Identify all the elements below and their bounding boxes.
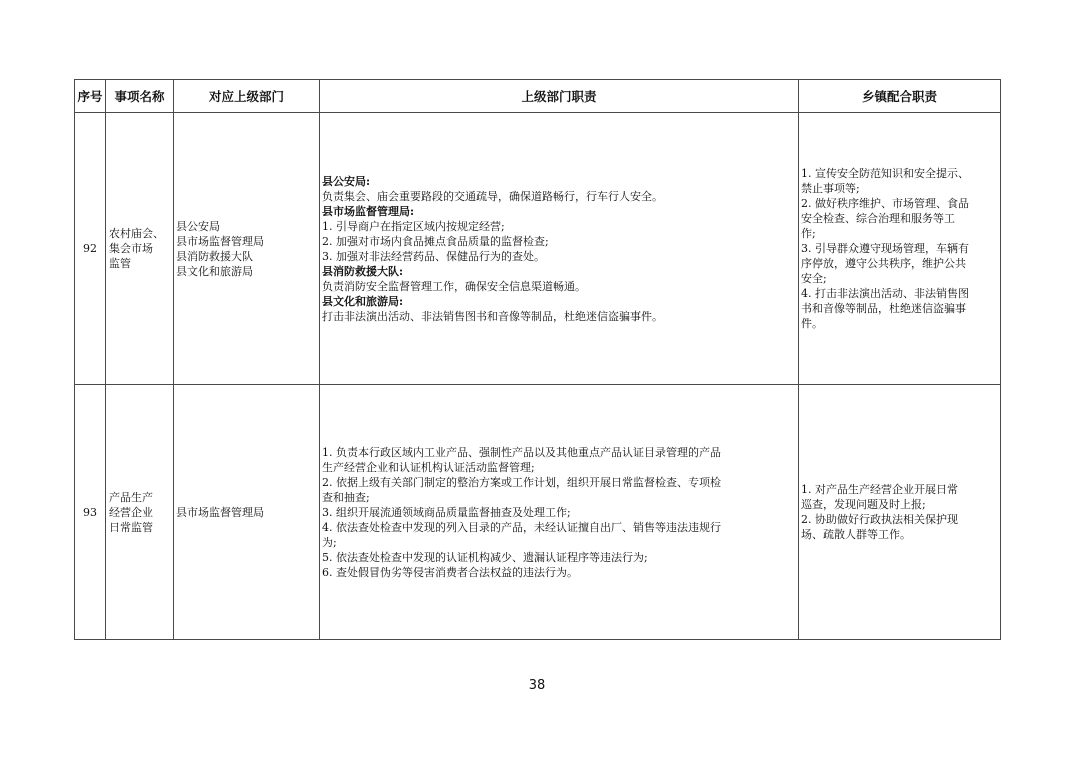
duty-table — [74, 79, 1001, 640]
town-duty-line: 场、疏散人群等工作。 — [801, 528, 911, 541]
department-line: 县消防救援大队 — [176, 249, 253, 263]
item-name-line: 产品生产 — [109, 490, 153, 504]
duty-line: 5. 依法查处检查中发现的认证机构减少、遗漏认证程序等违法行为; — [322, 550, 648, 564]
duty-line: 查和抽查; — [322, 490, 370, 504]
town-duty-line: 2. 协助做好行政执法相关保护现 — [801, 513, 958, 526]
town-duty-line: 安全检查、综合治理和服务等工 — [801, 212, 955, 225]
header-row — [75, 80, 1001, 113]
upper-duties — [320, 113, 799, 385]
town-duty-line: 作; — [801, 227, 816, 240]
header-town: 乡镇配合职责 — [799, 80, 1001, 113]
upper-departments — [174, 113, 320, 385]
table-row — [75, 385, 1001, 640]
duty-line: 负责消防安全监督管理工作，确保安全信息渠道畅通。 — [322, 279, 586, 293]
item-name-line: 农村庙会、 — [109, 227, 164, 240]
item-name — [106, 113, 174, 385]
item-name-line: 监管 — [109, 257, 131, 270]
duty-line: 2. 加强对市场内食品摊点食品质量的监督检查; — [322, 234, 549, 248]
duty-heading: 县公安局: — [322, 174, 371, 188]
row-number: 92 — [75, 113, 106, 385]
item-name-line: 日常监管 — [109, 520, 153, 534]
duty-line: 打击非法演出活动、非法销售图书和音像等制品，杜绝迷信盗骗事件。 — [322, 309, 663, 323]
upper-departments — [174, 385, 320, 640]
item-name-line: 集会市场 — [109, 242, 153, 255]
town-duty-line: 2. 做好秩序维护、市场管理、食品 — [801, 197, 969, 210]
page-number: 38 — [528, 678, 546, 693]
duty-line: 3. 加强对非法经营药品、保健品行为的查处。 — [322, 249, 545, 263]
header-dept: 对应上级部门 — [174, 80, 320, 113]
town-duty-line: 3. 引导群众遵守现场管理，车辆有 — [801, 242, 969, 255]
duty-line: 2. 依据上级有关部门制定的整治方案或工作计划，组织开展日常监督检查、专项检 — [322, 475, 721, 489]
department-line: 县市场监督管理局 — [176, 505, 264, 519]
item-name — [106, 385, 174, 640]
town-duty-line: 4. 打击非法演出活动、非法销售图 — [801, 287, 969, 300]
duty-line: 负责集会、庙会重要路段的交通疏导，确保道路畅行，行车行人安全。 — [322, 189, 663, 203]
duty-line: 为; — [322, 535, 337, 549]
town-duty-line: 书和音像等制品，杜绝迷信盗骗事 — [801, 302, 966, 315]
department-line: 县文化和旅游局 — [176, 264, 253, 278]
header-no: 序号 — [75, 80, 106, 113]
duty-line: 3. 组织开展流通领域商品质量监督抽查及处理工作; — [322, 505, 571, 519]
duty-line: 6. 查处假冒伪劣等侵害消费者合法权益的违法行为。 — [322, 565, 578, 579]
town-duty-line: 序停放，遵守公共秩序，维护公共 — [801, 257, 966, 270]
duty-line: 4. 依法查处检查中发现的列入目录的产品，未经认证擅自出厂、销售等违法违规行 — [322, 520, 721, 534]
town-duty-line: 禁止事项等; — [801, 182, 860, 195]
item-name-line: 经营企业 — [109, 505, 153, 519]
table-row — [75, 113, 1001, 385]
duty-heading: 县文化和旅游局: — [322, 294, 404, 308]
department-line: 县公安局 — [176, 219, 220, 233]
header-name: 事项名称 — [106, 80, 174, 113]
duty-line: 1. 负责本行政区域内工业产品、强制性产品以及其他重点产品认证目录管理的产品 — [322, 445, 721, 459]
town-duty-line: 件。 — [801, 317, 823, 330]
duty-heading: 县市场监督管理局: — [322, 204, 415, 218]
department-line: 县市场监督管理局 — [176, 234, 264, 248]
township-duties — [799, 385, 1001, 640]
town-duty-line: 1. 对产品生产经营企业开展日常 — [801, 483, 958, 496]
town-duty-line: 巡查，发现问题及时上报; — [801, 498, 926, 511]
duty-line: 生产经营企业和认证机构认证活动监督管理; — [322, 460, 535, 474]
town-duty-line: 安全; — [801, 272, 827, 285]
duty-heading: 县消防救援大队: — [322, 264, 404, 278]
upper-duties — [320, 385, 799, 640]
duty-line: 1. 引导商户在指定区域内按规定经营; — [322, 219, 505, 233]
town-duty-line: 1. 宣传安全防范知识和安全提示、 — [801, 167, 969, 180]
header-duty: 上级部门职责 — [320, 80, 799, 113]
township-duties — [799, 113, 1001, 385]
row-number: 93 — [75, 385, 106, 640]
